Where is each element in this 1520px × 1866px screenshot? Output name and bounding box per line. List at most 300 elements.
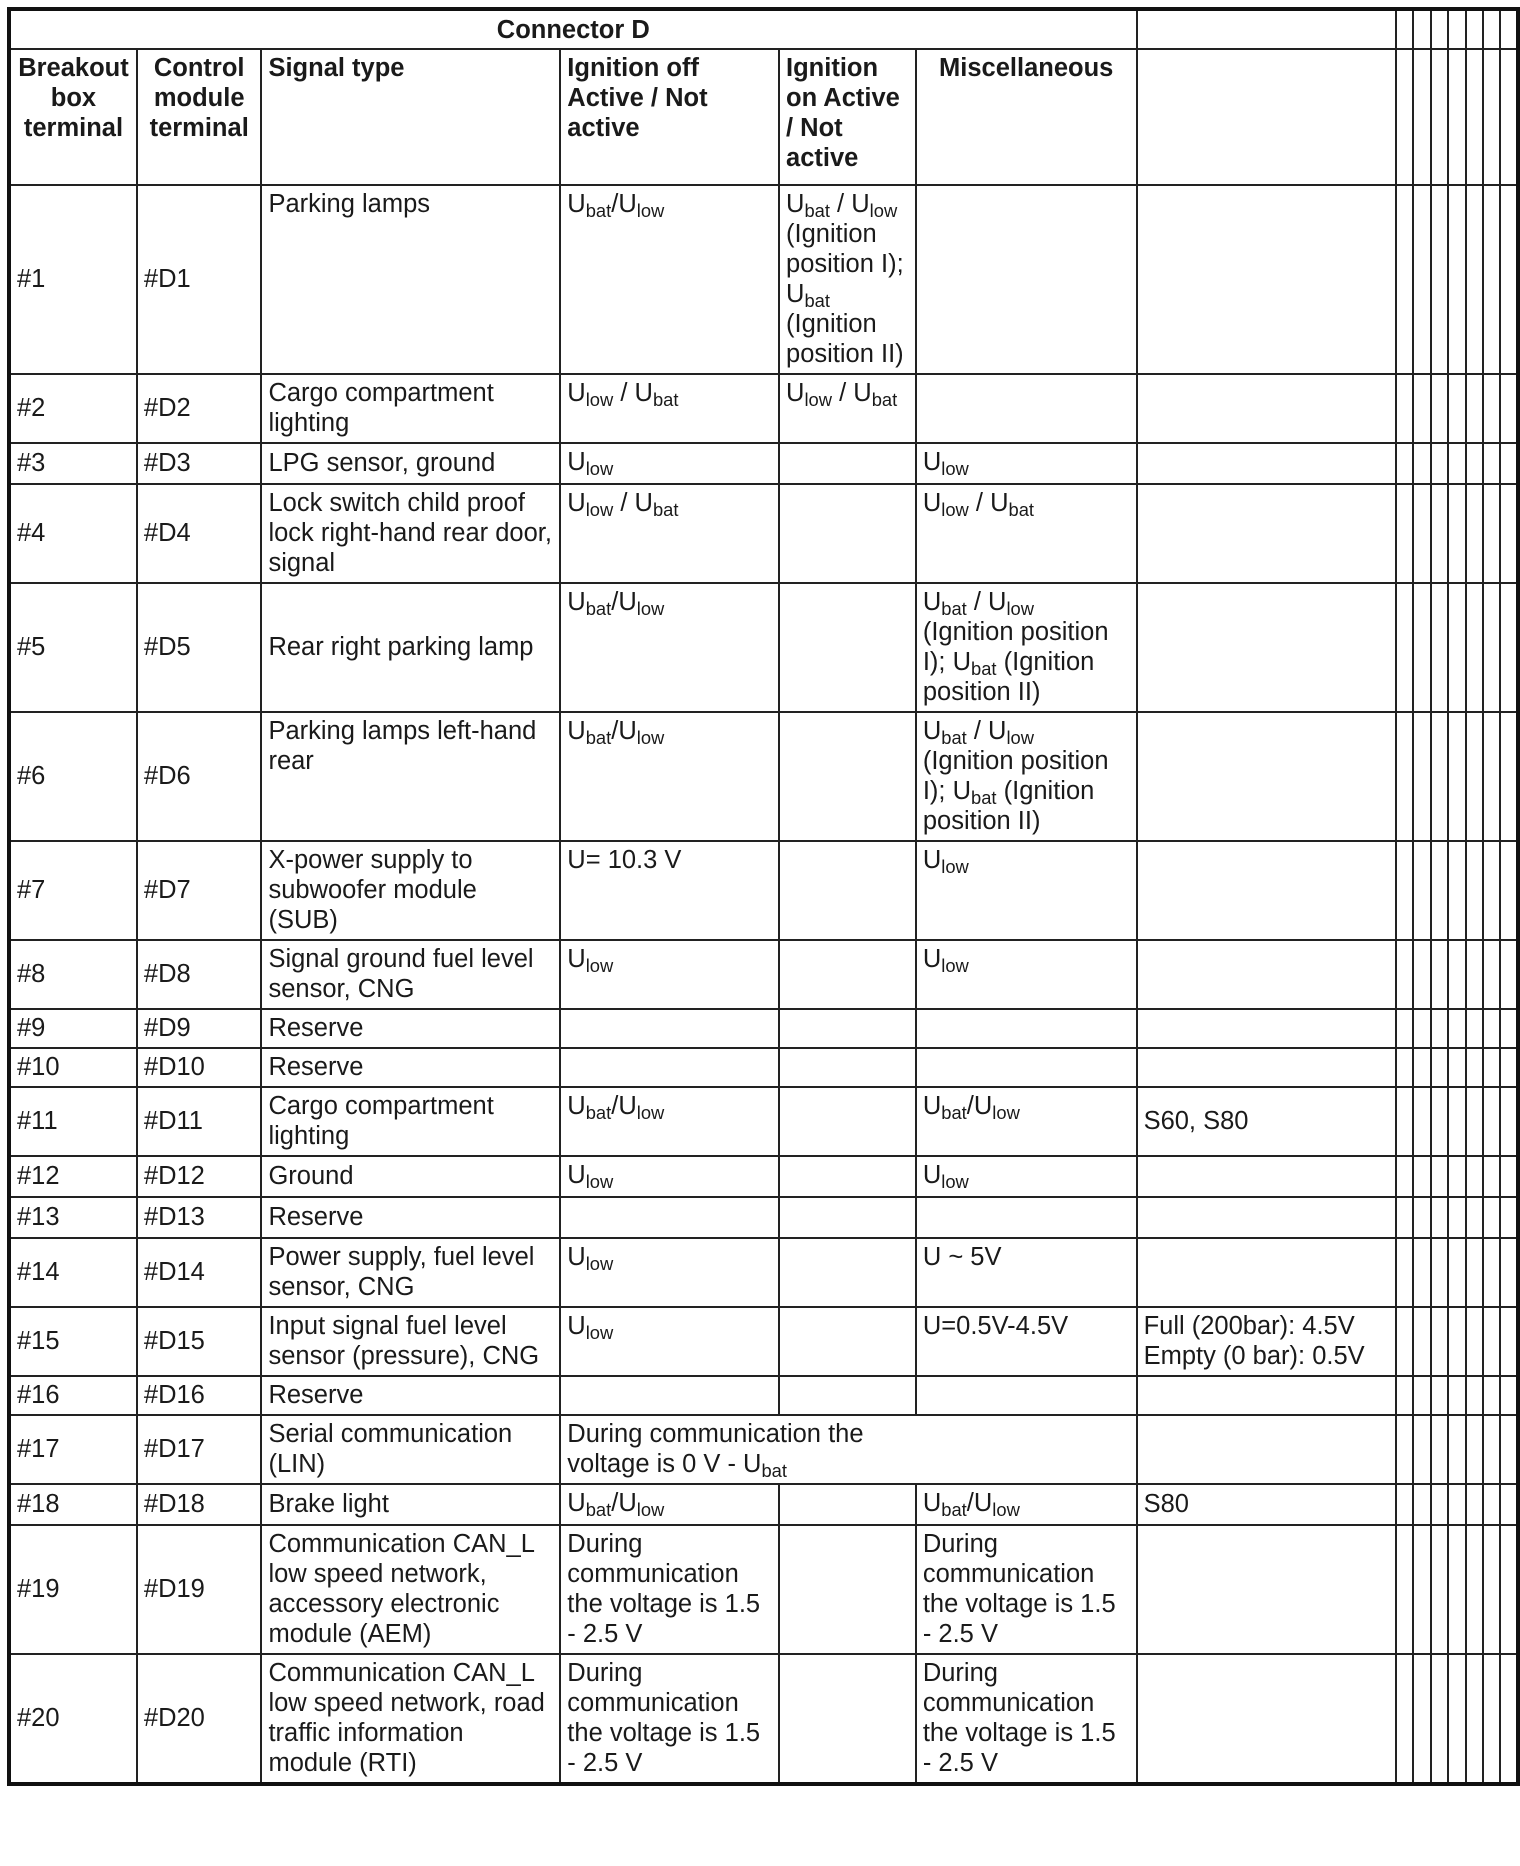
signal-type-cell: Reserve bbox=[261, 1197, 560, 1238]
spare-column-cell bbox=[1500, 1376, 1518, 1415]
ignition-on-cell bbox=[779, 1484, 916, 1525]
spare-column-cell bbox=[1466, 940, 1483, 1009]
spare-column-cell bbox=[1500, 1238, 1518, 1307]
spare-column-cell bbox=[1413, 1654, 1430, 1784]
ignition-on-cell bbox=[779, 1156, 916, 1197]
breakout-terminal-cell: #9 bbox=[9, 1009, 137, 1048]
subscript-low: low bbox=[585, 1171, 614, 1193]
signal-type-cell: Cargo compartment lighting bbox=[261, 374, 560, 443]
spare-column-cell bbox=[1483, 1415, 1500, 1484]
spare-column-cell bbox=[1483, 1238, 1500, 1307]
spare-column-cell bbox=[1466, 1525, 1483, 1654]
table-title: Connector D bbox=[9, 9, 1137, 49]
ignition-on-cell bbox=[779, 712, 916, 841]
note-cell bbox=[1137, 940, 1397, 1009]
spare-column-cell bbox=[1396, 1376, 1413, 1415]
spare-column-cell bbox=[1413, 374, 1430, 443]
spare-column-cell bbox=[1413, 1484, 1430, 1525]
spare-column-cell bbox=[1448, 484, 1465, 583]
spare-column-cell bbox=[1396, 1156, 1413, 1197]
spare-column-cell bbox=[1466, 1087, 1483, 1156]
spare-column-cell bbox=[1413, 484, 1430, 583]
miscellaneous-cell: $U_{low}$ bbox=[916, 443, 1137, 484]
control-terminal-cell: #D20 bbox=[137, 1654, 262, 1784]
miscellaneous-cell bbox=[916, 185, 1137, 374]
spare-column-cell bbox=[1466, 443, 1483, 484]
table-row bbox=[9, 1048, 1518, 1087]
breakout-terminal-cell: #18 bbox=[9, 1484, 137, 1525]
note-cell bbox=[1137, 374, 1397, 443]
ignition-off-cell: $U_{low}$ bbox=[560, 1307, 779, 1376]
control-terminal-cell: #D16 bbox=[137, 1376, 262, 1415]
signal-type-cell: Communication CAN_L low speed network, accessory electronic module (AEM) bbox=[261, 1525, 560, 1654]
table-row bbox=[9, 1087, 1518, 1156]
spare-column-cell bbox=[1431, 1009, 1448, 1048]
spare-column-cell bbox=[1500, 1087, 1518, 1156]
spare-column-cell bbox=[1396, 185, 1413, 374]
spare-column-cell bbox=[1413, 1087, 1430, 1156]
breakout-terminal-cell: #8 bbox=[9, 940, 137, 1009]
table-row bbox=[9, 1156, 1518, 1197]
spare-column-cell bbox=[1483, 712, 1500, 841]
spare-column-cell bbox=[1500, 583, 1518, 712]
spare-column-cell bbox=[1466, 712, 1483, 841]
spare-column-cell bbox=[1500, 712, 1518, 841]
breakout-terminal-cell: #1 bbox=[9, 185, 137, 374]
subscript-low: low bbox=[636, 1102, 665, 1124]
spare-column-cell bbox=[1448, 583, 1465, 712]
spare-column-cell bbox=[1500, 443, 1518, 484]
subscript-bat: bat bbox=[652, 499, 679, 521]
signal-type-cell: Ground bbox=[261, 1156, 560, 1197]
spare-column-cell bbox=[1396, 1307, 1413, 1376]
spare-column-cell bbox=[1431, 1156, 1448, 1197]
spare-column-cell bbox=[1448, 443, 1465, 484]
subscript-bat: bat bbox=[1008, 499, 1035, 521]
spare-column-cell bbox=[1431, 1654, 1448, 1784]
spare-column-cell bbox=[1413, 1376, 1430, 1415]
ignition-off-cell bbox=[560, 1048, 779, 1087]
table-row bbox=[9, 1484, 1518, 1525]
spare-column-cell bbox=[1500, 841, 1518, 940]
control-terminal-cell: #D13 bbox=[137, 1197, 262, 1238]
ignition-off-cell: $U_{low}$ bbox=[560, 940, 779, 1009]
subscript-bat: bat bbox=[804, 200, 830, 222]
signal-type-cell: Lock switch child proof lock right-hand rear door, signal bbox=[261, 484, 560, 583]
spare-column-cell bbox=[1500, 1415, 1518, 1484]
breakout-terminal-cell: #15 bbox=[9, 1307, 137, 1376]
ignition-off-cell: $U_{bat}/U_{low}$ bbox=[560, 185, 779, 374]
breakout-terminal-cell: #4 bbox=[9, 484, 137, 583]
miscellaneous-cell: $U_{bat}/U_{low}$ bbox=[916, 1087, 1137, 1156]
spare-column-cell bbox=[1413, 1525, 1430, 1654]
spare-column-cell bbox=[1500, 185, 1518, 374]
control-terminal-cell: #D2 bbox=[137, 374, 262, 443]
signal-type-cell: Reserve bbox=[261, 1009, 560, 1048]
note-cell bbox=[1137, 1156, 1397, 1197]
header-miscellaneous: Miscellaneous bbox=[916, 49, 1137, 185]
spare-column-cell bbox=[1448, 1048, 1465, 1087]
ignition-on-cell bbox=[779, 484, 916, 583]
subscript-low: low bbox=[941, 499, 969, 521]
control-terminal-cell: #D17 bbox=[137, 1415, 262, 1484]
breakout-terminal-cell: #6 bbox=[9, 712, 137, 841]
ignition-off-cell bbox=[560, 1197, 779, 1238]
table-row bbox=[9, 1376, 1518, 1415]
note-cell: S80 bbox=[1137, 1484, 1397, 1525]
spare-column-cell bbox=[1483, 1048, 1500, 1087]
table-body bbox=[9, 185, 1518, 1784]
breakout-terminal-cell: #2 bbox=[9, 374, 137, 443]
subscript-bat: bat bbox=[971, 787, 997, 809]
header-breakout-box-terminal: Breakout box terminal bbox=[9, 49, 137, 185]
subscript-bat: bat bbox=[652, 389, 679, 411]
spare-column-cell bbox=[1466, 374, 1483, 443]
spare-column-cell bbox=[1483, 1376, 1500, 1415]
ignition-on-cell bbox=[779, 940, 916, 1009]
subscript-low: low bbox=[585, 499, 614, 521]
ignition-on-cell bbox=[779, 1654, 916, 1784]
spare-column-cell bbox=[1448, 1654, 1465, 1784]
spare-column-cell bbox=[1396, 443, 1413, 484]
note-cell bbox=[1137, 185, 1397, 374]
spare-column-cell bbox=[1431, 185, 1448, 374]
header-ignition-off: Ignition off Active / Not active bbox=[560, 49, 779, 185]
ignition-off-cell: During communication the voltage is 1.5 - 2.5 V bbox=[560, 1525, 779, 1654]
control-terminal-cell: #D5 bbox=[137, 583, 262, 712]
table-row bbox=[9, 1307, 1518, 1376]
control-terminal-cell: #D11 bbox=[137, 1087, 262, 1156]
breakout-terminal-cell: #7 bbox=[9, 841, 137, 940]
signal-type-cell: Serial communication (LIN) bbox=[261, 1415, 560, 1484]
miscellaneous-cell: During communication the voltage is 1.5 - 2.5 V bbox=[916, 1654, 1137, 1784]
breakout-terminal-cell: #11 bbox=[9, 1087, 137, 1156]
spare-column-cell bbox=[1483, 583, 1500, 712]
spare-column-cell bbox=[1413, 841, 1430, 940]
subscript-low: low bbox=[941, 458, 969, 480]
subscript-low: low bbox=[636, 727, 665, 749]
control-terminal-cell: #D7 bbox=[137, 841, 262, 940]
spare-column-cell bbox=[1466, 1307, 1483, 1376]
subscript-low: low bbox=[636, 200, 665, 222]
miscellaneous-cell: $U_{bat}/U_{low}$ bbox=[916, 1484, 1137, 1525]
spare-column-cell bbox=[1431, 1525, 1448, 1654]
breakout-terminal-cell: #14 bbox=[9, 1238, 137, 1307]
subscript-bat: bat bbox=[804, 290, 830, 312]
subscript-bat: bat bbox=[941, 727, 967, 749]
table-row bbox=[9, 841, 1518, 940]
control-terminal-cell: #D8 bbox=[137, 940, 262, 1009]
miscellaneous-cell bbox=[916, 1048, 1137, 1087]
spare-column-cell bbox=[1500, 484, 1518, 583]
header-notes bbox=[1137, 49, 1397, 185]
spare-column-cell bbox=[1466, 1376, 1483, 1415]
spare-column-cell bbox=[1448, 1087, 1465, 1156]
control-terminal-cell: #D10 bbox=[137, 1048, 262, 1087]
note-cell bbox=[1137, 1525, 1397, 1654]
spare-column-cell bbox=[1448, 1238, 1465, 1307]
control-terminal-cell: #D15 bbox=[137, 1307, 262, 1376]
spare-column-cell bbox=[1396, 940, 1413, 1009]
control-terminal-cell: #D1 bbox=[137, 185, 262, 374]
note-cell bbox=[1137, 1197, 1397, 1238]
spare-column-cell bbox=[1396, 1238, 1413, 1307]
spare-column-cell bbox=[1500, 940, 1518, 1009]
ignition-off-cell: During communication the voltage is 0 V - $U_{bat}$ bbox=[560, 1415, 916, 1484]
table-row bbox=[9, 1525, 1518, 1654]
ignition-on-cell bbox=[779, 1048, 916, 1087]
miscellaneous-cell: $U_{low}$ bbox=[916, 1156, 1137, 1197]
header-control-module-terminal: Control module terminal bbox=[137, 49, 262, 185]
spare-column-cell bbox=[1448, 712, 1465, 841]
note-cell bbox=[1137, 1654, 1397, 1784]
note-cell bbox=[1137, 841, 1397, 940]
spare-column-cell bbox=[1431, 583, 1448, 712]
breakout-terminal-cell: #12 bbox=[9, 1156, 137, 1197]
spare-column-cell bbox=[1483, 1484, 1500, 1525]
title-spare-cell bbox=[1137, 9, 1397, 49]
spare-column-cell bbox=[1431, 1197, 1448, 1238]
table-row bbox=[9, 374, 1518, 443]
spare-column-cell bbox=[1413, 185, 1430, 374]
subscript-low: low bbox=[585, 1322, 614, 1344]
spare-column-cell bbox=[1500, 1484, 1518, 1525]
control-terminal-cell: #D12 bbox=[137, 1156, 262, 1197]
spare-column-cell bbox=[1483, 1654, 1500, 1784]
control-terminal-cell: #D6 bbox=[137, 712, 262, 841]
subscript-low: low bbox=[585, 1253, 614, 1275]
spare-column-cell bbox=[1466, 583, 1483, 712]
breakout-terminal-cell: #3 bbox=[9, 443, 137, 484]
ignition-off-cell: $U_{bat}/U_{low}$ bbox=[560, 583, 779, 712]
breakout-terminal-cell: #17 bbox=[9, 1415, 137, 1484]
subscript-bat: bat bbox=[585, 598, 612, 620]
spare-column-cell bbox=[1448, 940, 1465, 1009]
miscellaneous-cell bbox=[916, 1415, 1137, 1484]
control-terminal-cell: #D18 bbox=[137, 1484, 262, 1525]
ignition-off-cell bbox=[560, 1376, 779, 1415]
breakout-terminal-cell: #10 bbox=[9, 1048, 137, 1087]
control-terminal-cell: #D19 bbox=[137, 1525, 262, 1654]
ignition-on-cell: $U_{bat} / U_{low}$ (Ignition position I); $U_{bat}$ (Ignition position II) bbox=[779, 185, 916, 374]
table-row bbox=[9, 940, 1518, 1009]
subscript-low: low bbox=[941, 1171, 969, 1193]
ignition-on-cell bbox=[779, 1525, 916, 1654]
spare-column-cell bbox=[1483, 374, 1500, 443]
subscript-bat: bat bbox=[941, 598, 967, 620]
connector-d-table bbox=[7, 7, 1520, 1786]
miscellaneous-cell bbox=[916, 374, 1137, 443]
ignition-off-cell: During communication the voltage is 1.5 - 2.5 V bbox=[560, 1654, 779, 1784]
note-cell bbox=[1137, 484, 1397, 583]
spare-column-cell bbox=[1396, 583, 1413, 712]
spare-column-cell bbox=[1483, 1087, 1500, 1156]
spare-column-cell bbox=[1500, 1654, 1518, 1784]
signal-type-cell: Input signal fuel level sensor (pressure), CNG bbox=[261, 1307, 560, 1376]
spare-column-cell bbox=[1448, 841, 1465, 940]
spare-column-cell bbox=[1483, 940, 1500, 1009]
ignition-on-cell: $U_{low} / U_{bat}$ bbox=[779, 374, 916, 443]
ignition-on-cell bbox=[779, 841, 916, 940]
ignition-off-cell: $U_{low}$ bbox=[560, 1156, 779, 1197]
spare-column-cell bbox=[1466, 1009, 1483, 1048]
spare-column-cell bbox=[1413, 1415, 1430, 1484]
spare-column-cell bbox=[1396, 1415, 1413, 1484]
spare-column-cell bbox=[1500, 1156, 1518, 1197]
table-row bbox=[9, 1415, 1518, 1484]
control-terminal-cell: #D9 bbox=[137, 1009, 262, 1048]
spare-column-cell bbox=[1483, 443, 1500, 484]
spare-column-cell bbox=[1431, 1048, 1448, 1087]
spare-column-cell bbox=[1431, 484, 1448, 583]
spare-column-cell bbox=[1466, 1156, 1483, 1197]
ignition-on-cell bbox=[779, 1238, 916, 1307]
spare-column-cell bbox=[1500, 1307, 1518, 1376]
spare-column-cell bbox=[1431, 940, 1448, 1009]
spare-column-cell bbox=[1431, 1087, 1448, 1156]
spare-column-cell bbox=[1396, 1009, 1413, 1048]
subscript-low: low bbox=[804, 389, 832, 411]
ignition-off-cell: $U_{bat}/U_{low}$ bbox=[560, 1484, 779, 1525]
spare-column-cell bbox=[1431, 1415, 1448, 1484]
note-cell bbox=[1137, 1415, 1397, 1484]
subscript-bat: bat bbox=[585, 1499, 612, 1521]
spare-column-cell bbox=[1483, 1197, 1500, 1238]
note-cell bbox=[1137, 443, 1397, 484]
spare-column-cell bbox=[1500, 374, 1518, 443]
note-cell: S60, S80 bbox=[1137, 1087, 1397, 1156]
spare-column-cell bbox=[1396, 484, 1413, 583]
spare-column-cell bbox=[1396, 712, 1413, 841]
spare-column-cell bbox=[1431, 1307, 1448, 1376]
spare-column-cell bbox=[1413, 1048, 1430, 1087]
miscellaneous-cell: $U_{bat} / U_{low}$ (Ignition position I); $U_{bat}$ (Ignition position II) bbox=[916, 712, 1137, 841]
spare-column-cell bbox=[1413, 1307, 1430, 1376]
signal-type-cell: Power supply, fuel level sensor, CNG bbox=[261, 1238, 560, 1307]
note-cell bbox=[1137, 583, 1397, 712]
ignition-on-cell bbox=[779, 583, 916, 712]
ignition-off-cell: $U_{low}$ bbox=[560, 443, 779, 484]
subscript-low: low bbox=[585, 389, 614, 411]
miscellaneous-cell: $U_{low}$ bbox=[916, 841, 1137, 940]
signal-type-cell: Brake light bbox=[261, 1484, 560, 1525]
spare-column-cell bbox=[1448, 374, 1465, 443]
ignition-on-cell bbox=[779, 443, 916, 484]
subscript-low: low bbox=[585, 458, 614, 480]
note-cell: Full (200bar): 4.5V Empty (0 bar): 0.5V bbox=[1137, 1307, 1397, 1376]
header-signal-type: Signal type bbox=[261, 49, 560, 185]
breakout-terminal-cell: #20 bbox=[9, 1654, 137, 1784]
subscript-low: low bbox=[941, 856, 969, 878]
subscript-bat: bat bbox=[941, 1499, 967, 1521]
note-cell bbox=[1137, 712, 1397, 841]
table-row bbox=[9, 1197, 1518, 1238]
subscript-low: low bbox=[869, 200, 898, 222]
spare-column-cell bbox=[1448, 185, 1465, 374]
spare-column-cell bbox=[1396, 841, 1413, 940]
spare-column-cell bbox=[1448, 1307, 1465, 1376]
signal-type-cell: Parking lamps bbox=[261, 185, 560, 374]
signal-type-cell: Reserve bbox=[261, 1376, 560, 1415]
spare-column-cell bbox=[1396, 374, 1413, 443]
spare-column-cell bbox=[1500, 1009, 1518, 1048]
subscript-low: low bbox=[636, 598, 665, 620]
breakout-terminal-cell: #13 bbox=[9, 1197, 137, 1238]
spare-column-cell bbox=[1483, 1009, 1500, 1048]
spare-column-cell bbox=[1483, 484, 1500, 583]
table-row bbox=[9, 443, 1518, 484]
subscript-bat: bat bbox=[761, 1460, 787, 1482]
table-row bbox=[9, 185, 1518, 374]
table-row bbox=[9, 583, 1518, 712]
subscript-low: low bbox=[992, 1102, 1020, 1124]
spare-column-cell bbox=[1466, 1238, 1483, 1307]
header-ignition-on: Ignition on Active / Not active bbox=[779, 49, 916, 185]
ignition-on-cell bbox=[779, 1307, 916, 1376]
table-row bbox=[9, 1238, 1518, 1307]
table-row bbox=[9, 1654, 1518, 1784]
signal-type-cell: Communication CAN_L low speed network, road traffic information module (RTI) bbox=[261, 1654, 560, 1784]
spare-column-cell bbox=[1466, 1197, 1483, 1238]
signal-type-cell: Reserve bbox=[261, 1048, 560, 1087]
subscript-bat: bat bbox=[585, 727, 612, 749]
spare-column-cell bbox=[1483, 185, 1500, 374]
spare-column-cell bbox=[1448, 1197, 1465, 1238]
spare-column-cell bbox=[1396, 1087, 1413, 1156]
spare-column-cell bbox=[1466, 185, 1483, 374]
spare-column-cell bbox=[1448, 1415, 1465, 1484]
spare-column-cell bbox=[1413, 1197, 1430, 1238]
signal-type-cell: Parking lamps left-hand rear bbox=[261, 712, 560, 841]
ignition-off-cell: $U_{low} / U_{bat}$ bbox=[560, 374, 779, 443]
note-cell bbox=[1137, 1238, 1397, 1307]
spare-column-cell bbox=[1396, 1654, 1413, 1784]
note-cell bbox=[1137, 1376, 1397, 1415]
subscript-bat: bat bbox=[971, 658, 997, 680]
spare-column-cell bbox=[1431, 712, 1448, 841]
spare-column-cell bbox=[1431, 841, 1448, 940]
miscellaneous-cell: U=0.5V-4.5V bbox=[916, 1307, 1137, 1376]
spare-column-cell bbox=[1431, 1484, 1448, 1525]
ignition-off-cell: $U_{low}$ bbox=[560, 1238, 779, 1307]
ignition-off-cell bbox=[560, 1009, 779, 1048]
spare-column-cell bbox=[1431, 374, 1448, 443]
spare-column-cell bbox=[1431, 443, 1448, 484]
spare-column-cell bbox=[1466, 1654, 1483, 1784]
control-terminal-cell: #D4 bbox=[137, 484, 262, 583]
ignition-off-cell: U= 10.3 V bbox=[560, 841, 779, 940]
spare-column-cell bbox=[1466, 484, 1483, 583]
miscellaneous-cell: $U_{bat} / U_{low}$ (Ignition position I); $U_{bat}$ (Ignition position II) bbox=[916, 583, 1137, 712]
miscellaneous-cell: $U_{low}$ bbox=[916, 940, 1137, 1009]
spare-column-cell bbox=[1413, 1009, 1430, 1048]
ignition-on-cell bbox=[779, 1087, 916, 1156]
subscript-bat: bat bbox=[871, 389, 898, 411]
ignition-off-cell: $U_{low} / U_{bat}$ bbox=[560, 484, 779, 583]
subscript-low: low bbox=[585, 955, 614, 977]
note-cell bbox=[1137, 1009, 1397, 1048]
breakout-terminal-cell: #5 bbox=[9, 583, 137, 712]
spare-column-cell bbox=[1448, 1009, 1465, 1048]
spare-column-cell bbox=[1448, 1156, 1465, 1197]
spare-column-cell bbox=[1448, 1376, 1465, 1415]
spare-column-cell bbox=[1466, 841, 1483, 940]
table-row bbox=[9, 484, 1518, 583]
breakout-terminal-cell: #16 bbox=[9, 1376, 137, 1415]
spare-column-cell bbox=[1396, 1525, 1413, 1654]
signal-type-cell: Rear right parking lamp bbox=[261, 583, 560, 712]
spare-column-cell bbox=[1413, 940, 1430, 1009]
